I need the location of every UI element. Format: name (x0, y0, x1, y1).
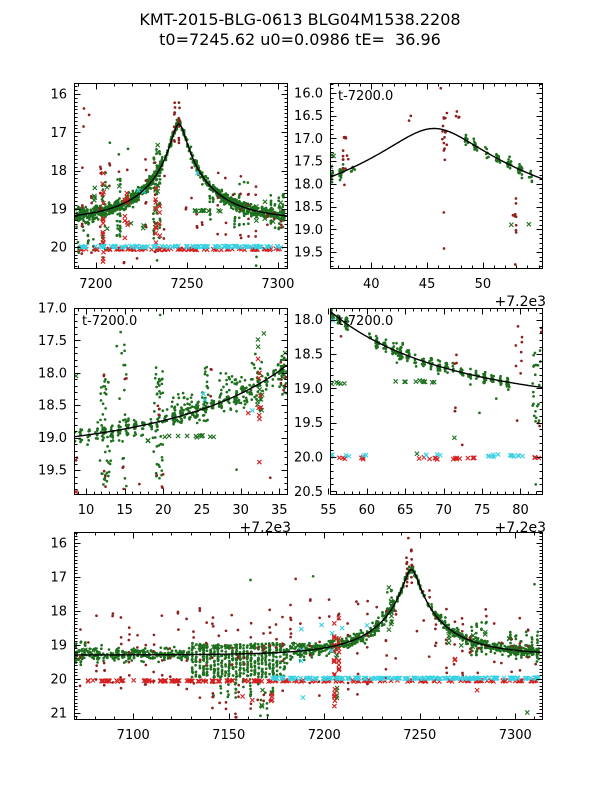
figure-title: KMT-2015-BLG-0613 BLG04M1538.2208 (139, 10, 461, 29)
figure-subtitle: t0=7245.62 u0=0.0986 tE= 36.96 (159, 30, 441, 49)
